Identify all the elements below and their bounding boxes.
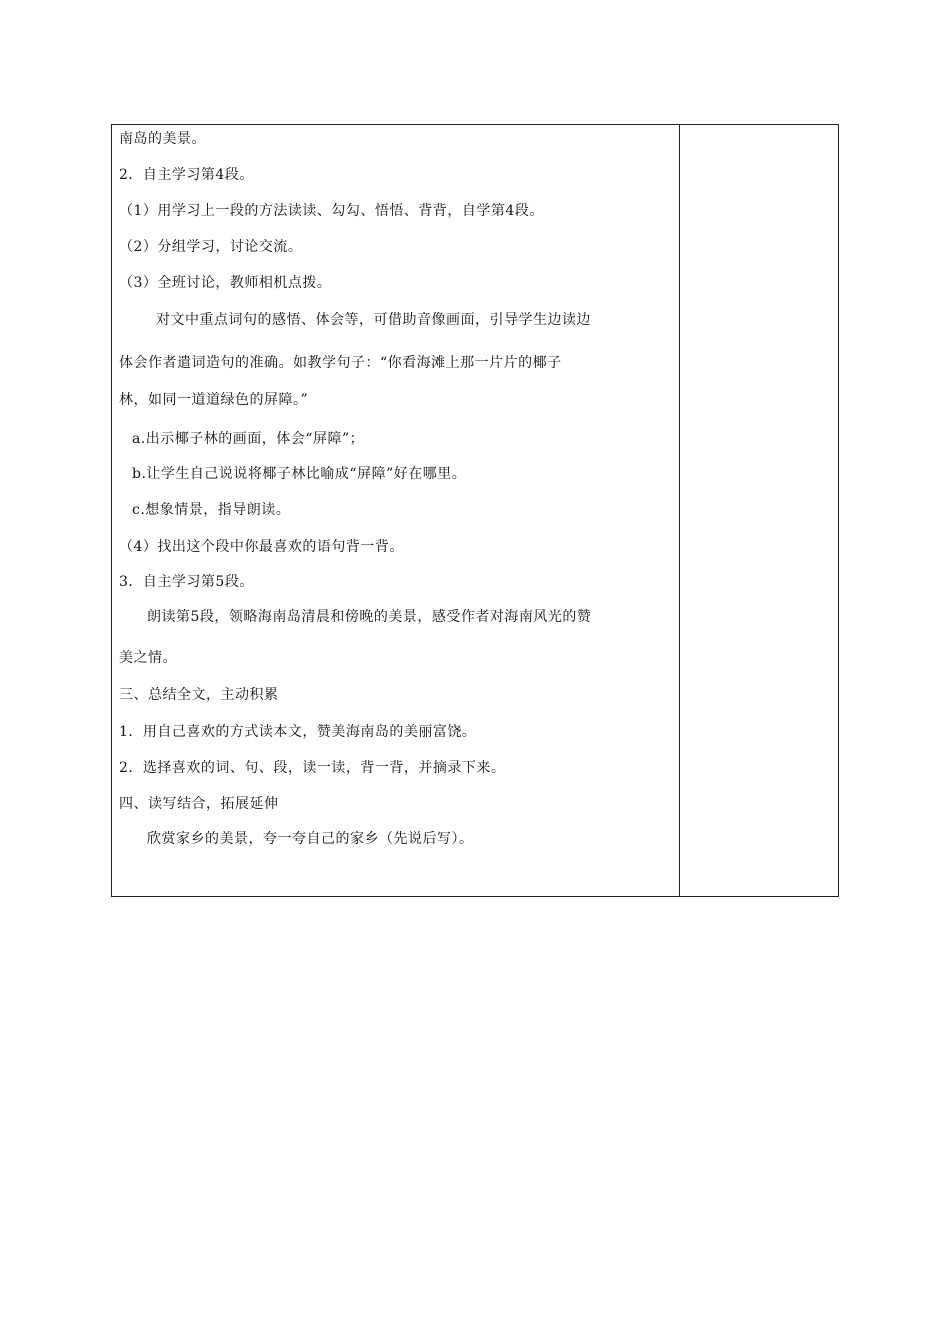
text-line: 2．选择喜欢的词、句、段，读一读，背一背，并摘录下来。 [119, 760, 506, 776]
text-line: 1．用自己喜欢的方式读本文，赞美海南岛的美丽富饶。 [119, 724, 477, 740]
text-line: b.让学生自己说说将椰子林比喻成“屏障”好在哪里。 [132, 466, 467, 482]
text-line: 四、读写结合，拓展延伸 [119, 796, 279, 812]
text-line: 对文中重点词句的感悟、体会等，可借助音像画面，引导学生边读边 [156, 312, 591, 328]
text-line: 三、总结全文，主动积累 [119, 687, 279, 703]
text-line: 2．自主学习第4段。 [119, 167, 254, 183]
notes-cell [680, 125, 838, 896]
content-cell [112, 125, 680, 896]
text-line: （3）全班讨论，教师相机点拨。 [119, 275, 332, 291]
text-line: 林，如同一道道绿色的屏障。” [119, 392, 309, 408]
text-line: （4）找出这个段中你最喜欢的语句背一背。 [119, 539, 404, 555]
text-line: 美之情。 [119, 650, 177, 666]
text-line: 3．自主学习第5段。 [119, 574, 254, 590]
text-line: c.想象情景，指导朗读。 [132, 502, 291, 518]
text-line: （2）分组学习，讨论交流。 [119, 239, 303, 255]
lesson-table [111, 124, 839, 897]
text-line: 体会作者遣词造句的准确。如教学句子：“你看海滩上那一片片的椰子 [119, 355, 562, 371]
text-line: 朗读第5段，领略海南岛清晨和傍晚的美景，感受作者对海南风光的赞 [147, 609, 592, 625]
text-line: a.出示椰子林的画面，体会“屏障”； [132, 431, 365, 447]
text-line: 南岛的美景。 [119, 131, 206, 147]
text-line: （1）用学习上一段的方法读读、勾勾、悟悟、背背，自学第4段。 [119, 203, 544, 219]
text-line: 欣赏家乡的美景，夸一夸自己的家乡（先说后写）。 [147, 831, 474, 847]
